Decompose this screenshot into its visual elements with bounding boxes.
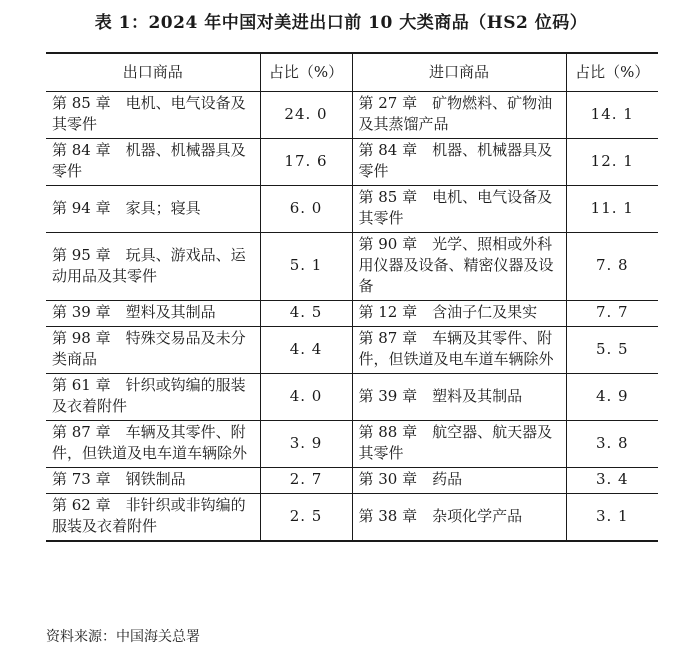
import-share: 3. 8	[566, 421, 658, 468]
import-share: 7. 7	[566, 301, 658, 327]
table-row	[46, 327, 658, 374]
import-share: 7. 8	[566, 233, 658, 301]
import-item: 第 12 章 含油子仁及果实	[352, 301, 566, 327]
import-item: 第 84 章 机器、机械器具及零件	[352, 139, 566, 186]
table-row	[46, 233, 658, 301]
import-item: 第 30 章 药品	[352, 468, 566, 494]
import-item: 第 90 章 光学、照相或外科用仪器及设备、精密仪器及设备	[352, 233, 566, 301]
export-share: 4. 4	[260, 327, 352, 374]
import-share: 4. 9	[566, 374, 658, 421]
import-item: 第 27 章 矿物燃料、矿物油及其蒸馏产品	[352, 92, 566, 139]
table-row	[46, 421, 658, 468]
header-import-item: 进口商品	[352, 53, 566, 92]
export-share: 2. 7	[260, 468, 352, 494]
export-item: 第 87 章 车辆及其零件、附件，但铁道及电车道车辆除外	[46, 421, 260, 468]
export-share: 6. 0	[260, 186, 352, 233]
export-share: 4. 5	[260, 301, 352, 327]
import-item: 第 87 章 车辆及其零件、附件，但铁道及电车道车辆除外	[352, 327, 566, 374]
import-share: 12. 1	[566, 139, 658, 186]
export-share: 24. 0	[260, 92, 352, 139]
import-item: 第 39 章 塑料及其制品	[352, 374, 566, 421]
import-share: 3. 1	[566, 494, 658, 542]
export-item: 第 61 章 针织或钩编的服装及衣着附件	[46, 374, 260, 421]
source-note: 资料来源：中国海关总署	[46, 629, 200, 645]
export-item: 第 84 章 机器、机械器具及零件	[46, 139, 260, 186]
export-share: 5. 1	[260, 233, 352, 301]
import-share: 5. 5	[566, 327, 658, 374]
export-item: 第 62 章 非针织或非钩编的服装及衣着附件	[46, 494, 260, 542]
export-item: 第 73 章 钢铁制品	[46, 468, 260, 494]
header-export-share: 占比（%）	[260, 53, 352, 92]
import-share: 14. 1	[566, 92, 658, 139]
export-item: 第 95 章 玩具、游戏品、运动用品及其零件	[46, 233, 260, 301]
table-row	[46, 374, 658, 421]
import-item: 第 38 章 杂项化学产品	[352, 494, 566, 542]
table-row	[46, 139, 658, 186]
export-share: 2. 5	[260, 494, 352, 542]
export-item: 第 85 章 电机、电气设备及其零件	[46, 92, 260, 139]
export-item: 第 39 章 塑料及其制品	[46, 301, 260, 327]
header-import-share: 占比（%）	[566, 53, 658, 92]
table-row	[46, 186, 658, 233]
table-row	[46, 301, 658, 327]
table-row	[46, 468, 658, 494]
import-share: 11. 1	[566, 186, 658, 233]
import-share: 3. 4	[566, 468, 658, 494]
export-item: 第 98 章 特殊交易品及未分类商品	[46, 327, 260, 374]
table-row	[46, 92, 658, 139]
import-item: 第 88 章 航空器、航天器及其零件	[352, 421, 566, 468]
table-header-row	[46, 53, 658, 92]
export-share: 4. 0	[260, 374, 352, 421]
export-share: 3. 9	[260, 421, 352, 468]
table-title: 表 1：2024 年中国对美进出口前 10 大类商品（HS2 位码）	[94, 13, 588, 33]
table-row	[46, 494, 658, 542]
header-export-item: 出口商品	[46, 53, 260, 92]
export-item: 第 94 章 家具；寝具	[46, 186, 260, 233]
import-item: 第 85 章 电机、电气设备及其零件	[352, 186, 566, 233]
export-share: 17. 6	[260, 139, 352, 186]
trade-table	[46, 52, 658, 542]
